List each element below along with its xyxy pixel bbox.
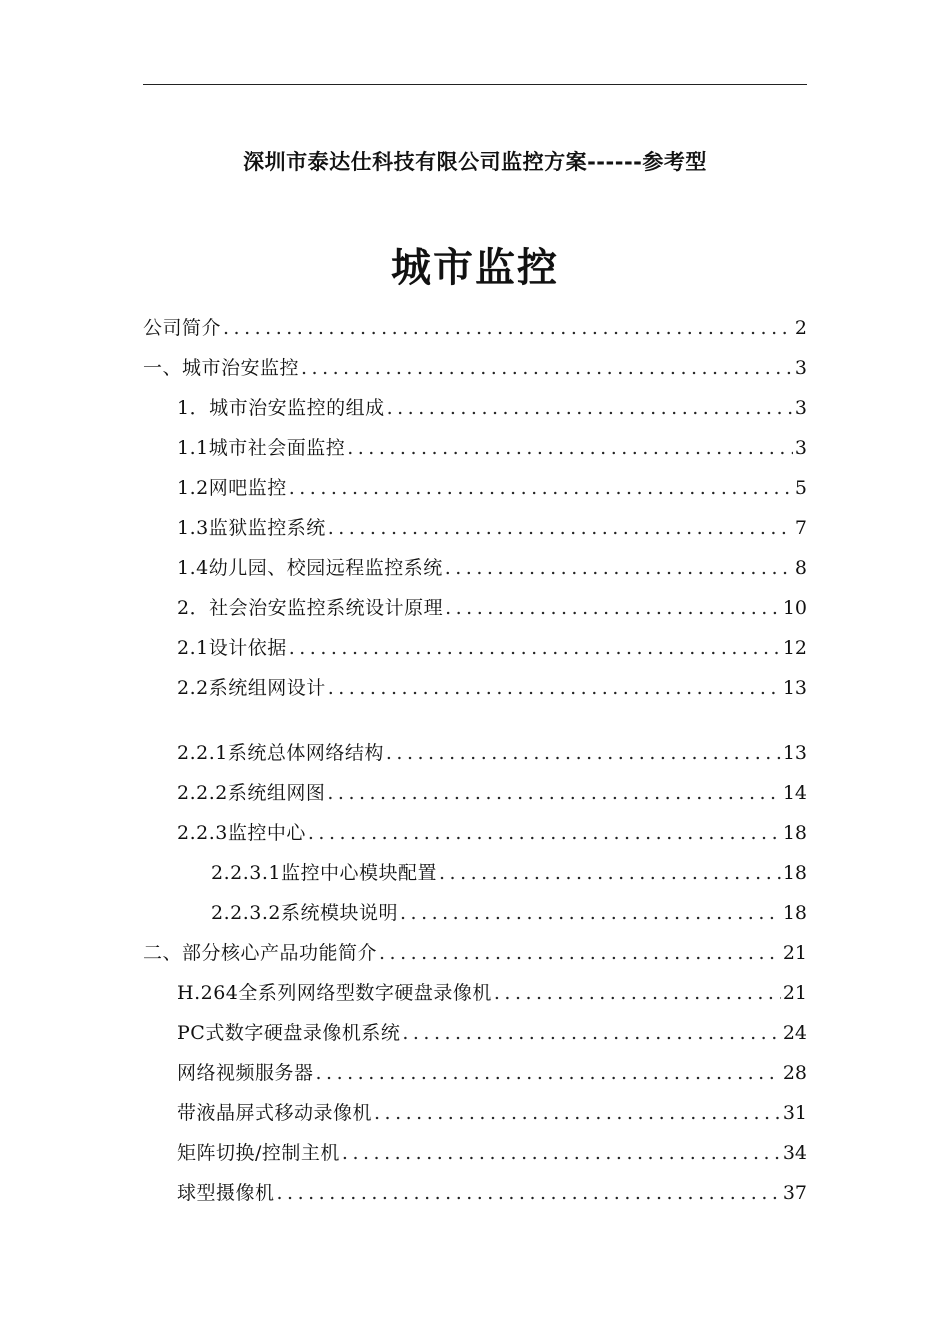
toc-dot-leader (445, 593, 781, 623)
toc-entry-label: 2.2.1系统总体网络结构 (177, 742, 384, 764)
toc-entry-page: 13 (782, 742, 807, 764)
toc-entry[interactable] (143, 353, 807, 383)
toc-entry[interactable] (211, 858, 807, 888)
toc-entry-label: 一、城市治安监控 (143, 357, 300, 379)
toc-entry[interactable] (177, 673, 807, 703)
toc-entry-label: 1.4幼儿园、校园远程监控系统 (177, 557, 443, 579)
toc-entry[interactable] (177, 513, 807, 543)
toc-dot-leader (223, 313, 793, 343)
toc-entry-label: 矩阵切换/控制主机 (177, 1142, 340, 1164)
toc-entry-page: 7 (794, 517, 807, 539)
toc-entry-label: 公司简介 (143, 317, 222, 339)
toc-dot-leader (308, 818, 781, 848)
toc-entry[interactable] (177, 738, 807, 768)
toc-dot-leader (402, 1018, 780, 1048)
toc-entry[interactable] (177, 1058, 807, 1088)
toc-entry-page: 37 (782, 1182, 807, 1204)
toc-entry-page: 3 (794, 357, 807, 379)
toc-entry-label: 2.2.2系统组网图 (177, 782, 326, 804)
toc-entry[interactable] (177, 473, 807, 503)
toc-entry-label: 球型摄像机 (177, 1182, 275, 1204)
toc-dot-leader (327, 778, 780, 808)
toc-dot-leader (289, 633, 781, 663)
toc-entry-label: 2.2.3监控中心 (177, 822, 306, 844)
toc-dot-leader (386, 738, 781, 768)
toc-dot-leader (316, 1058, 781, 1088)
toc-entry[interactable] (177, 818, 807, 848)
toc-entry-label: 2.2.3.1监控中心模块配置 (211, 862, 437, 884)
toc-entry[interactable] (177, 1178, 807, 1208)
toc-entry-label: 1.2网吧监控 (177, 477, 287, 499)
toc-entry-page: 10 (782, 597, 807, 619)
toc-entry[interactable] (143, 313, 807, 343)
toc-entry-page: 14 (782, 782, 807, 804)
toc-entry[interactable] (177, 1018, 807, 1048)
toc-entry-label: 二、部分核心产品功能简介 (143, 942, 378, 964)
toc-entry-page: 5 (794, 477, 807, 499)
toc-entry-page: 18 (782, 902, 807, 924)
toc-entry[interactable] (177, 778, 807, 808)
toc-entry-label: 1.3监狱监控系统 (177, 517, 326, 539)
toc-entry-label: 2.2系统组网设计 (177, 677, 326, 699)
toc-entry-page: 34 (782, 1142, 807, 1164)
toc-entry[interactable] (177, 433, 807, 463)
toc-entry-label: 2．社会治安监控系统设计原理 (177, 597, 444, 619)
toc-dot-leader (347, 433, 793, 463)
toc-entry-page: 31 (782, 1102, 807, 1124)
toc-dot-leader (387, 393, 793, 423)
toc-entry-page: 3 (794, 397, 807, 419)
toc-dot-leader (400, 898, 781, 928)
toc-dot-leader (328, 513, 793, 543)
toc-entry-page: 24 (782, 1022, 807, 1044)
toc-entry[interactable] (177, 393, 807, 423)
toc-entry-page: 18 (782, 862, 807, 884)
toc-dot-leader (374, 1098, 781, 1128)
toc-entry[interactable] (177, 1098, 807, 1128)
toc-entry-label: PC式数字硬盘录像机系统 (177, 1022, 401, 1044)
toc-entry-page: 21 (782, 942, 807, 964)
toc-dot-leader (301, 353, 793, 383)
toc-entry[interactable] (143, 938, 807, 968)
toc-entry-page: 2 (794, 317, 807, 339)
toc-entry[interactable] (177, 1138, 807, 1168)
toc-dot-leader (289, 473, 793, 503)
toc-entry-label: H.264全系列网络型数字硬盘录像机 (177, 982, 492, 1004)
toc-entry-page: 8 (794, 557, 807, 579)
toc-entry-label: 2.2.3.2系统模块说明 (211, 902, 398, 924)
toc-entry-label: 2.1设计依据 (177, 637, 287, 659)
document-title: 城市监控 (391, 245, 559, 291)
toc-entry[interactable] (211, 898, 807, 928)
toc-entry-page: 21 (782, 982, 807, 1004)
toc-entry-page: 3 (794, 437, 807, 459)
company-title: 深圳市泰达仕科技有限公司监控方案------参考型 (243, 150, 707, 174)
toc-entry-label: 1.1城市社会面监控 (177, 437, 346, 459)
toc-dot-leader (277, 1178, 781, 1208)
toc-entry-page: 12 (782, 637, 807, 659)
toc-entry-page: 13 (782, 677, 807, 699)
toc-entry-label: 带液晶屏式移动录像机 (177, 1102, 373, 1124)
toc-entry-label: 网络视频服务器 (177, 1062, 314, 1084)
toc-dot-leader (328, 673, 781, 703)
toc-entry[interactable] (177, 633, 807, 663)
toc-entry-page: 28 (782, 1062, 807, 1084)
toc-dot-leader (494, 978, 781, 1008)
toc-entry-page: 18 (782, 822, 807, 844)
toc-entry[interactable] (177, 593, 807, 623)
toc-entry[interactable] (177, 978, 807, 1008)
toc-entry-label: 1．城市治安监控的组成 (177, 397, 385, 419)
toc-dot-leader (445, 553, 793, 583)
toc-dot-leader (379, 938, 781, 968)
toc-entry[interactable] (177, 553, 807, 583)
toc-dot-leader (342, 1138, 781, 1168)
toc-dot-leader (439, 858, 781, 888)
